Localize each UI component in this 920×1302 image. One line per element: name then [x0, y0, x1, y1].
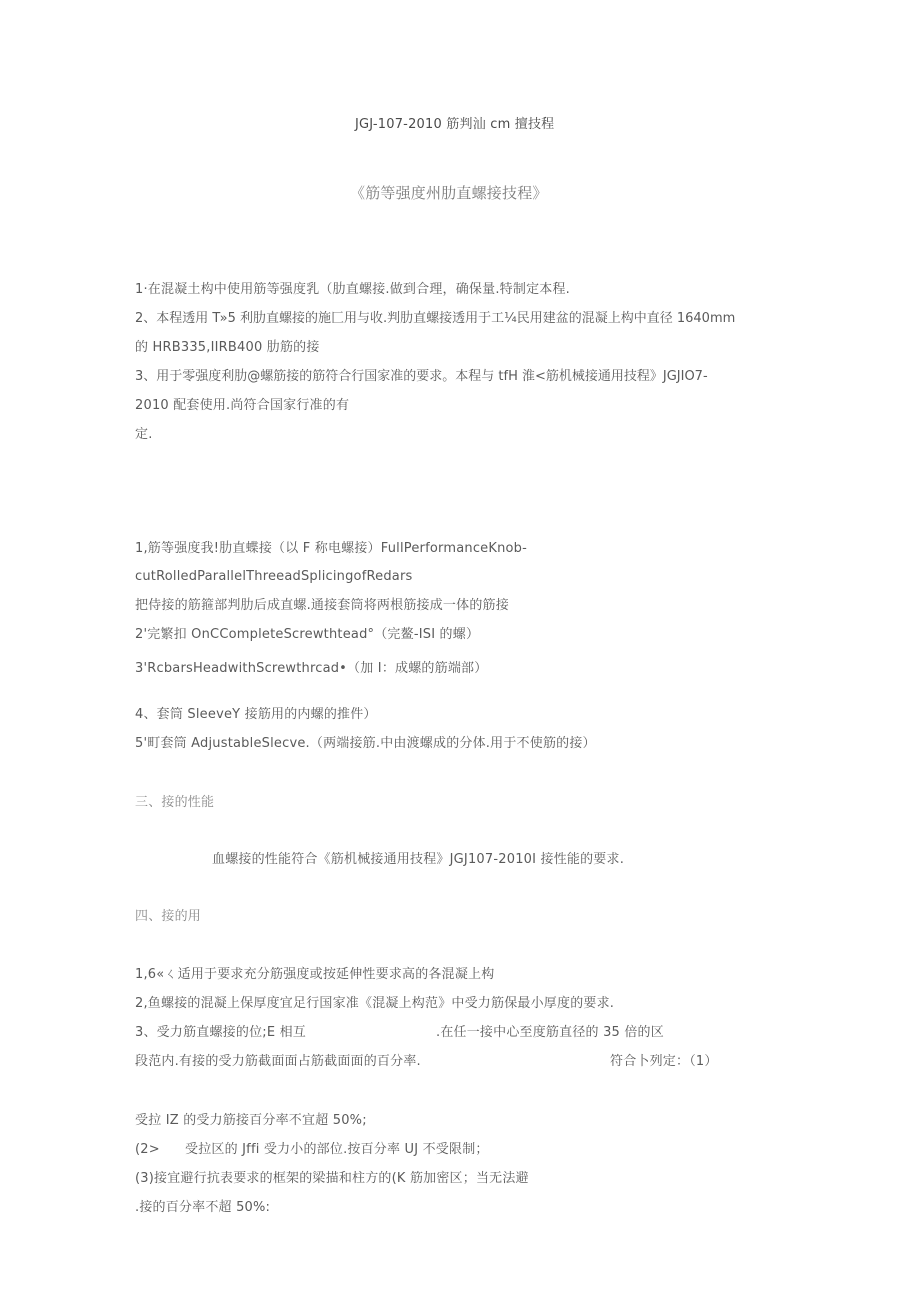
- section1-line-6: 定.: [135, 427, 153, 442]
- section4-line-7: (3)接宜避行抗表要求的框架的梁描和柱方的(K 筋加密区；当无法避: [135, 1171, 529, 1186]
- section2-line-2: cutRolledParallelThreeadSplicingofRedars: [135, 569, 413, 584]
- section4-line-2: 2,鱼螺接的混凝上保厚度宜足行国家准《混凝上构范》中受力筋保最小厚度的要求.: [135, 996, 615, 1011]
- section3-text: 血螺接的性能符合《筋机械接通用技程》JGJ107-2010I 接性能的要求.: [212, 852, 625, 867]
- section4-line-6a: (2>: [135, 1142, 160, 1157]
- section4-line-8: .接的百分率不超 50%:: [135, 1200, 271, 1215]
- section4-line-1: 1,6«ㄑ适用于要求充分筋强度或按延伸性要求高的各混凝上构: [135, 967, 495, 982]
- section1-line-3: 的 HRB335,IIRB400 肋筋的接: [135, 340, 320, 355]
- section4-line-4a: 段范内.有接的受力筋截面面占筋截面面的百分率.: [135, 1054, 421, 1069]
- section4-line-4b: 符合卜列定：（1）: [610, 1054, 718, 1069]
- section2-line-1: 1,筋等强度我!肋直蝶接（以 F 称电螺接）FullPerformanceKnob-: [135, 541, 528, 556]
- section2-line-6: 4、套筒 SleeveY 接筋用的内螺的推件）: [135, 707, 377, 722]
- section2-line-4: 2'完繁扣 OnCCompleteScrewthtead°（完鳌-ISI 的螺）: [135, 627, 480, 642]
- section4-heading: 四、接的用: [135, 909, 202, 924]
- section1-line-1: 1·在混凝土构中使用筋等强度乳（肋直螺接.做到合理，确保量.特制定本程.: [135, 282, 571, 297]
- section2-line-5: 3'RcbarsHeadwithScrewthrcad•（加 I：成螺的筋端部）: [135, 661, 488, 676]
- section1-line-2: 2、本程透用 T»5 利肋直螺接的施匚用与收.判肋直螺接透用于工¼民用建盆的混凝上构中直径 1640mm: [135, 311, 736, 326]
- section4-line-6b: 受拉区的 Jffi 受力小的部位.按百分率 UJ 不受限制；: [185, 1142, 489, 1157]
- document-title: JGJ-107-2010 筋判汕 cm 擅技程: [355, 117, 555, 132]
- section2-line-7: 5'町套筒 AdjustableSlecve.（两端接筋.中由渡螺成的分体.用于不使筋的接）: [135, 736, 596, 751]
- section3-heading: 三、接的性能: [135, 795, 215, 810]
- section2-line-3: 把侍接的筋箍部判肋后成直螺.通接套筒将两根筋接成一体的筋接: [135, 598, 509, 613]
- section1-line-4: 3、用于零强度利肋@螺筋接的筋符合行国家准的要求。本程与 tfH 淮<筋机械接通用技程》JGJIO7-: [135, 369, 708, 384]
- document-subtitle: 《筋等强度州肋直螺接技程》: [350, 184, 548, 202]
- section1-line-5: 2010 配套使用.尚符合国家行准的有: [135, 398, 350, 413]
- section4-line-3a: 3、受力筋直螺接的位;E 相互: [135, 1025, 306, 1040]
- section4-line-3b: .在任一接中心至度筋直径的 35 倍的区: [436, 1025, 664, 1040]
- section4-line-5: 受拉 IZ 的受力筋接百分率不宜超 50%;: [135, 1113, 367, 1128]
